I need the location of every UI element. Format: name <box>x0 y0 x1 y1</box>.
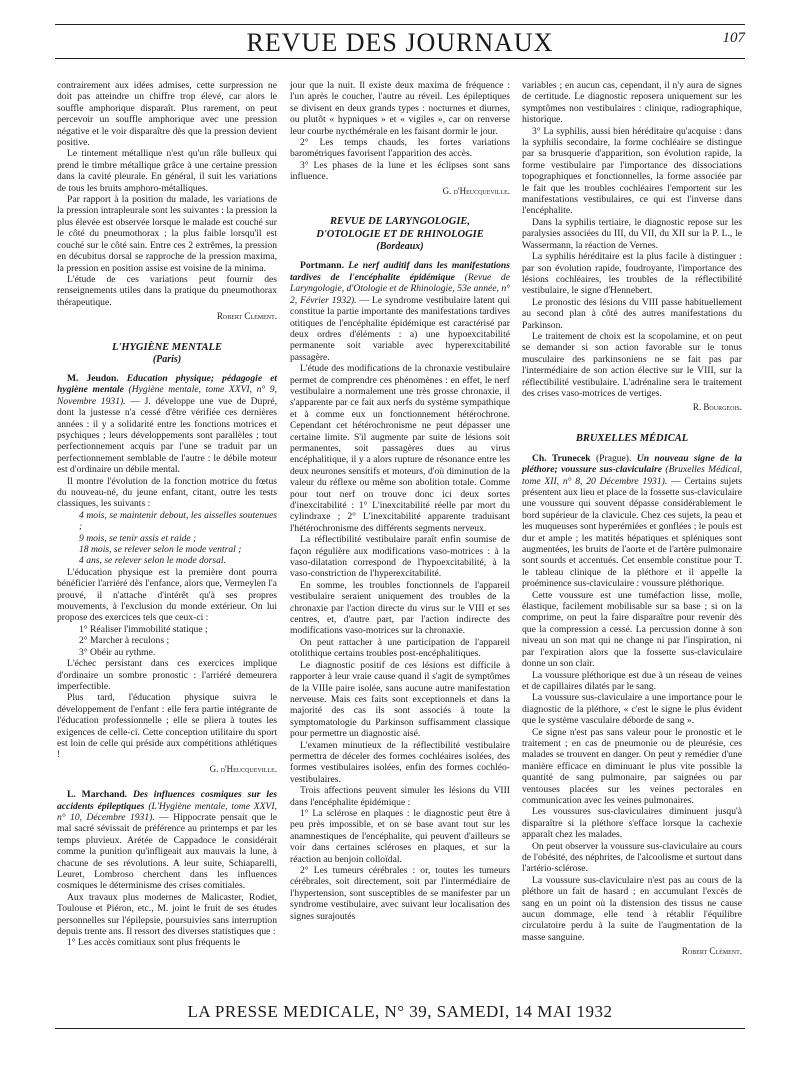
footer-rule <box>55 1028 745 1029</box>
column-2 <box>290 80 510 922</box>
article-reference: (Hygiène mentale, tome XXVI, n° 9, Novembre 1931). <box>57 384 278 407</box>
page-number: 107 <box>722 30 745 46</box>
list-text: 18 mois, se relever selon le mode ventral ; <box>79 544 242 556</box>
page-header <box>55 18 745 62</box>
paragraph: 2° Les tumeurs cérébrales : or, toutes les tumeurs cérébrales, soit directement, soit par l'intermédiaire de l'hypertension, sont susceptibles de se manifester par un syndrome vestibulaire, avec suivant leur localisation des signes surajoutés <box>290 865 510 922</box>
paragraph: La syphilis héréditaire est la plus facile à distinguer : par son évolution rapide, foudroyante, l'importance des lésions cochléaires, les troubles de la réflectibilité vestibulaire, le signe d'Hennebert. <box>522 251 742 297</box>
paragraph: L'examen minutieux de la réflectibilité vestibulaire permettra de déceler des formes cochléaires isolées, des formes vestibulaires isolées, enfin des formes cochléo-vestibulaires. <box>290 739 510 785</box>
signature: R. Bourgeois. <box>692 402 742 413</box>
list-item: 1° Réaliser l'immobilité statique ; <box>79 623 208 635</box>
article-reference: (L'Hygiène mentale, tome XXVI, n° 10, Décembre 1931). <box>57 800 277 823</box>
paragraph: Le traitement de choix est la scopolamine, et on peut se demander si son action favorable sur le tonus musculaire des parkinsoniens ne se fait pas par l'intermédiaire de son action élective sur le VIII, sur la réflectibilité vestibulaire. L'adrénaline sera le traitement des crises vaso-motrices de vertiges. <box>522 330 742 399</box>
paragraph: Les voussures sus-claviculaires diminuent jusqu'à disparaître si la pléthore s'efface lorsque la cachexie apparaît chez les malades. <box>522 806 742 841</box>
footer-citation: LA PRESSE MEDICALE, N° 39, SAMEDI, 14 MAI 1932 <box>187 1002 613 1021</box>
signature: G. d'Heucqueville. <box>442 185 510 196</box>
article-body: — Certains sujets présentent aux lieu et place de la fossette sus-claviculaire une voussure qui souvent dépasse considérablement le bord supérieur de la clavicule. Chez ces sujets, la peau et les muqueuses sont hyperémiées et gonflées ; le pouls est dur et ample ; les matités hépatiques et spléniques sont augmentées, les bruits de l'aorte et de l'artère pulmonaire sont sourds et accentués. Cet ensemble constitue pour T. le tableau clinique de la pléthore et il appelle la proéminence sus-claviculaire : voussure pléthorique. <box>522 475 742 590</box>
paragraph: Aux travaux plus modernes de Malicaster, Rodiet, Toulouse et Piéron, etc., M. joint le fruit de ses études personnelles sur l'épilepsie, poursuivies sans interruption depuis trente ans. Il ressort des diverses statistiques que : <box>57 891 277 938</box>
paragraph: On peut observer la voussure sus-claviculaire au cours de l'obésité, des néphrites, de l'alcoolisme et surtout dans l'artério-sclérose. <box>522 840 742 875</box>
paragraph: 3° Les phases de la lune et les éclipses sont sans influence. <box>290 159 510 183</box>
paragraph: contrairement aux idées admises, cette surpression ne doit pas atteindre un chiffre trop élevé, car alors le souffle amphorique disparaît. Plus rarement, on peut percevoir un souffle amphorique avec une pression négative et le voir disparaître dès que la pression devient positive. <box>57 80 277 149</box>
article-abstract <box>290 260 510 363</box>
paragraph: Par rapport à la position du malade, les variations de la pression intrapleurale sont les suivantes : la pression la plus élevée est observée lorsque le malade est couché sur le côté du pneumothorax ; la plus faible lorsqu'il est couché sur le côté sain. Entre ces 2 extrêmes, la pression en décubitus dorsal se rapproche de la pression maxima, la pression en position assise est voisine de la minima. <box>57 194 277 274</box>
signature: G. d'Heucqueville. <box>209 763 277 774</box>
article-body: — Hippocrate pensait que le mal sacré sévissait de préférence au printemps et par les temps pluvieux. Arétée de Cappadoce le considérait comme la punition qu'infligeait aux mauvais la lune, à chacune de ses révolutions. A leur suite, Schiaparelli, Leuret, Lombroso cherchent dans les influences cosmiques le déterminisme des crises comitiales. <box>57 811 277 892</box>
paragraph: variables ; en aucun cas, cependant, il n'y aura de signes de certitude. Le diagnostic reposera uniquement sur les symptômes non vestibulaires : clinique, radiographique, historique. <box>522 80 742 126</box>
paragraph: Le pronostic des lésions du VIII passe habituellement au second plan à côté des autres manifestations du Parkinson. <box>522 296 742 331</box>
section-subtitle: (Paris) <box>152 353 182 365</box>
journal-title: REVUE DES JOURNAUX <box>246 28 554 57</box>
section-subtitle: (Bordeaux) <box>376 241 424 253</box>
paragraph: L'échec persistant dans ces exercices implique d'ordinaire un sombre pronostic : l'arriéré demeurera imperfectible. <box>57 658 277 692</box>
section-title: L'HYGIÈNE MENTALE <box>112 341 222 353</box>
paragraph: La voussure pléthorique est due à un réseau de veines et de capillaires dilatés par le sang. <box>522 669 742 692</box>
section-title: BRUXELLES MÉDICAL <box>575 432 689 444</box>
list-item <box>57 555 277 566</box>
article-title: Un nouveau signe de la pléthore; voussure sus-claviculaire <box>522 452 742 476</box>
paragraph: 2° Les temps chauds, les fortes variations barométriques favorisent l'apparition des accès. <box>290 137 510 160</box>
list-text: 9 mois, se tenir assis et raide ; <box>79 532 197 544</box>
header-top-rule <box>55 24 745 25</box>
signature: Robert Clément. <box>216 311 277 322</box>
list-item: 2° Marcher à reculons ; <box>79 635 170 647</box>
section-title-line2: D'OTOLOGIE ET DE RHINOLOGIE <box>316 229 484 241</box>
column-3 <box>522 80 742 958</box>
section-title: REVUE DE LARYNGOLOGIE, <box>329 216 471 228</box>
article-place: (Prague). <box>595 452 632 464</box>
article-abstract <box>57 789 277 892</box>
list-item <box>57 510 277 533</box>
paragraph: On peut rattacher à une participation de l'appareil otolithique certains troubles post-encéphalitiques. <box>290 636 510 660</box>
paragraph: L'étude des modifications de la chronaxie vestibulaire permet de comprendre ces phénomènes : en effet, le nerf vestibulaire a normalement une très grosse chronaxie, il s'apparente par ce fait aux nerfs du système sympathique et à comme eux un fonctionnement hétérochrone. Cependant cet hétérochronisme ne peut dépasser une certaine limite. S'il augmente par suite de lésions soit permanentes, soit passagères dues au virus encéphalitique, il y a alors rupture de résonance entre les deux neurones sensitifs et moteurs, d'où diminution de la valeur du réflexe ou même son abolition totale. Comme pour tout nerf on trouve donc ici deux sortes d'inexcitabilité : 1° L'inexcitabilité réelle par mort du cylindraxe ; 2° L'inexcitabilité apparente traduisant l'hétérochronisme des différents segments nerveux. <box>290 363 510 534</box>
list-item <box>57 533 277 544</box>
article-reference: (Revue de Laryngologie, d'Otologie et de Rhinologie, 53e année, n° 2, Février 1932). <box>290 271 510 306</box>
article-reference: (Bruxelles Médical, tome XII, n° 8, 20 Décembre 1931). <box>522 464 743 487</box>
paragraph: 3° La syphilis, aussi bien héréditaire qu'acquise : dans la syphilis secondaire, la forme cochléaire se distingue par sa brusquerie d'apparition, son évolution rapide, la forme vestibulaire par l'importance des dissociations topographiques et fonctionnelles, la forme associée par le fait que les troubles cochléaires l'emportent sur les manifestations vestibulaires, ce qui est l'inverse dans l'encéphalite. <box>522 125 742 217</box>
paragraph: Plus tard, l'éducation physique suivra le développement de l'enfant : elle fera partie intégrante de l'éducation professionnelle ; elle se pliera à toutes les exigences de celle-ci. Cette conception utilitaire du sport est loin de celle qui préside aux compétitions athlétiques ! <box>57 692 277 761</box>
list-text: 4 mois, se maintenir debout, les aisselles soutenues ; <box>79 509 277 533</box>
list-text: 4 ans, se relever selon le mode dorsal. <box>79 555 226 567</box>
paragraph: En somme, les troubles fonctionnels de l'appareil vestibulaire seraient uniquement des troubles de la chronaxie par l'action directe du virus sur le VIII et ses centres, et, d'autre part, par l'action indirecte des modifications vaso-motrices sur la chronaxie. <box>290 579 510 637</box>
article-title: Le nerf auditif dans les manifestations tardives de l'encéphalite épidémique <box>290 260 510 283</box>
paragraph: L'étude de ces variations peut fournir des renseignements utiles dans la pratique du pneumothorax thérapeutique. <box>57 273 277 308</box>
article-title: Education physique; pédagogie et hygiène mentale <box>57 372 277 396</box>
article-author: Portmann. <box>300 260 344 272</box>
paragraph: La voussure sus-claviculaire a une importance pour le diagnostic de la pléthore, « c'est le signe le plus évident que le système vasculaire déborde de sang ». <box>522 692 742 727</box>
paragraph: L'éducation physique est la première dont pourra bénéficier l'arriéré dès l'enfance, alors que, Vermeylen l'a prouvé, il n'attache d'intérêt qu'à ses propres mouvements, à l'exclusion du monde extérieur. On lui propose des exercices tels que ceux-ci : <box>57 566 277 624</box>
paragraph: Trois affections peuvent simuler les lésions du VIII dans l'encéphalite épidémique : <box>290 785 510 808</box>
article-title: Des influences cosmiques sur les accidents épileptiques <box>57 789 277 812</box>
paragraph: Dans la syphilis tertiaire, le diagnostic repose sur les paralysies associées du III, du VII, du XII sur la P. L., le Wassermann, la réaction de Vernes. <box>522 216 742 251</box>
paragraph: Il montre l'évolution de la fonction motrice du fœtus du nouveau-né, du jeune enfant, citant, outre les tests classiques, les suivants : <box>57 475 277 510</box>
list-item: 3° Obéir au rythme. <box>79 646 156 658</box>
article-abstract <box>57 373 277 476</box>
article-author: L. Marchand. <box>67 789 128 801</box>
paragraph: Le diagnostic positif de ces lésions est difficile à rapporter à leur vraie cause quand il s'agit de symptômes de la VIIIe paire isolée, sans aucune autre manifestation nerveuse. Mais ces faits sont exceptionnels et dans la majorité des cas ils sont associés à toute la symptomatologie du Parkinson suffisamment classique pour permettre un diagnostic aisé. <box>290 659 510 740</box>
paragraph: La voussure sus-claviculaire n'est pas au cours de la pléthore un fait de hasard ; en accumulant l'excès de sang en un point où la distension des tissus ne cause aucun dommage, elle tend à rétablir l'équilibre circulatoire perdu à la suite de l'augmentation de la masse sanguine. <box>522 874 742 943</box>
signature: Robert Clément. <box>681 946 742 957</box>
article-author: M. Jeudon. <box>67 372 119 384</box>
paragraph: Ce signe n'est pas sans valeur pour le pronostic et le traitement ; en cas de pneumonie ou de pleurésie, ces malades se trouvent en danger. On peut y remédier d'une manière efficace en diminuant le plus vite possible la quantité de sang pulmonaire, par saignées ou par ventouses placées sur les veines pectorales en communication avec les veines pulmonaires. <box>522 726 742 806</box>
article-author: Ch. Trunecek <box>532 452 591 464</box>
paragraph: 1° Les accès comitiaux sont plus fréquents le <box>67 937 241 949</box>
column-1 <box>57 80 277 949</box>
article-body: — J. développe une vue de Dupré, dont la justesse n'a cessé d'être vérifiée ces dernières années : il y a solidarité entre les fonctions motrices et psychiques ; leurs développements sont parallèles ; tout perfectionnement acquis par l'une se traduit par un perfectionnement semblable de l'autre : le débile moteur est d'ordinaire un débile mental. <box>57 395 277 476</box>
article-body: — Le syndrome vestibulaire latent qui constitue la partie importante des manifestations tardives otitiques de l'encéphalite épidémique est caractérisé par deux ordres d'éléments : a) une hypoexcitabilité permanente soit variable avec hyperexcitabilité passagère. <box>290 294 510 363</box>
paragraph: Le tintement métallique n'est qu'un râle bulleux qui prend le timbre métallique grâce à une certaine pression dans la cavité pleurale. En général, il suit les variations de tous les bruits amphoro-métalliques. <box>57 148 277 194</box>
article-abstract <box>522 453 742 590</box>
paragraph: Cette voussure est une tuméfaction lisse, molle, élastique, facilement mobilisable sur sa base ; si on la comprime, on peut la faire disparaître pour revenir dès que la compression a cessé. La percussion donne à son niveau un son mat qui ne change ni par l'inspiration, ni par l'expiration alors que la fossette sus-claviculaire donne un son clair. <box>522 589 742 670</box>
paragraph: jour que la nuit. Il existe deux maxima de fréquence : l'un après le coucher, l'autre au réveil. Les épileptiques se divisent en deux grands types : nocturnes et diurnes, ou plutôt « hypniques » et « vigiles », car on renverse leur courbe nycthémérale en les faisant dormir le jour. <box>290 80 510 137</box>
paragraph: 1° La sclérose en plaques : le diagnostic peut être à peu près impossible, et on se base avant tout sur les anamnestiques de l'encéphalite, qui peuvent d'ailleurs se voir dans certaines scléroses en plaques, et sur la réaction au benjoin colloïdal. <box>290 807 510 865</box>
list-item <box>57 544 277 555</box>
header-bottom-rule <box>55 58 745 59</box>
paragraph: La réflectibilité vestibulaire paraît enfin soumise de façon régulière aux modifications vaso-motrices : à la vaso-dilatation correspond de l'hypoexcitabilité, à la vaso-constriction de l'hyperexcitabilité. <box>290 534 510 580</box>
